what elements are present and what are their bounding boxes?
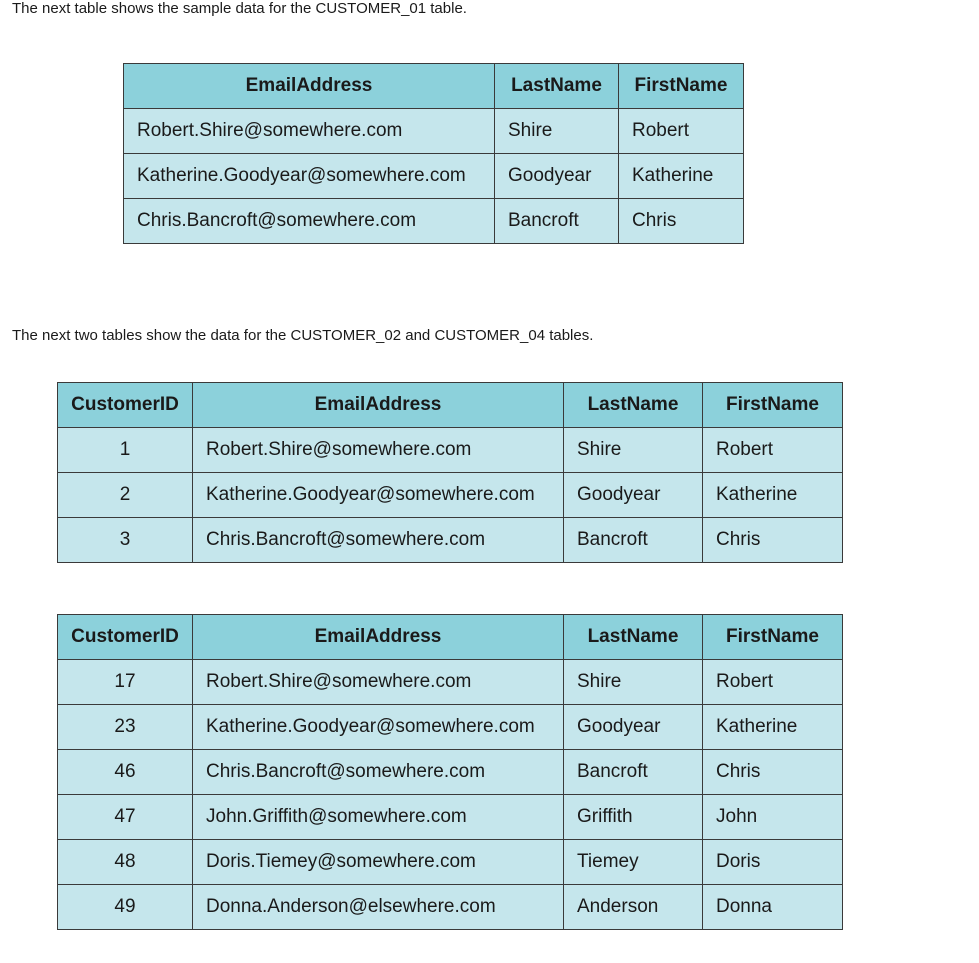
table-row	[58, 518, 843, 563]
column-header-email-address: EmailAddress	[193, 383, 564, 428]
column-header-last-name: LastName	[495, 64, 619, 109]
table-row	[58, 885, 843, 930]
cell-customer-id: 23	[58, 705, 193, 750]
column-header-customer-id: CustomerID	[58, 383, 193, 428]
cell-email-address: Robert.Shire@somewhere.com	[193, 428, 564, 473]
column-header-last-name: LastName	[564, 615, 703, 660]
cell-last-name: Bancroft	[495, 199, 619, 244]
table-header-row	[58, 615, 843, 660]
cell-last-name: Anderson	[564, 885, 703, 930]
column-header-first-name: FirstName	[703, 615, 843, 660]
table-row	[58, 428, 843, 473]
customer-02-table	[57, 382, 843, 563]
cell-email-address: Doris.Tiemey@somewhere.com	[193, 840, 564, 885]
cell-email-address: Chris.Bancroft@somewhere.com	[193, 518, 564, 563]
cell-first-name: Doris	[703, 840, 843, 885]
table-row	[58, 473, 843, 518]
cell-last-name: Goodyear	[564, 473, 703, 518]
cell-email-address: Chris.Bancroft@somewhere.com	[124, 199, 495, 244]
cell-email-address: Robert.Shire@somewhere.com	[193, 660, 564, 705]
column-header-customer-id: CustomerID	[58, 615, 193, 660]
cell-customer-id: 48	[58, 840, 193, 885]
cell-customer-id: 3	[58, 518, 193, 563]
cell-last-name: Griffith	[564, 795, 703, 840]
cell-last-name: Shire	[564, 660, 703, 705]
cell-customer-id: 17	[58, 660, 193, 705]
table-row	[58, 840, 843, 885]
table-row	[58, 750, 843, 795]
cell-first-name: Robert	[703, 428, 843, 473]
cell-email-address: Donna.Anderson@elsewhere.com	[193, 885, 564, 930]
table-row	[58, 660, 843, 705]
cell-last-name: Tiemey	[564, 840, 703, 885]
cell-customer-id: 1	[58, 428, 193, 473]
column-header-first-name: FirstName	[703, 383, 843, 428]
cell-email-address: John.Griffith@somewhere.com	[193, 795, 564, 840]
cell-first-name: Chris	[619, 199, 744, 244]
cell-email-address: Katherine.Goodyear@somewhere.com	[193, 473, 564, 518]
cell-first-name: John	[703, 795, 843, 840]
cell-email-address: Robert.Shire@somewhere.com	[124, 109, 495, 154]
cell-first-name: Donna	[703, 885, 843, 930]
column-header-first-name: FirstName	[619, 64, 744, 109]
cell-email-address: Katherine.Goodyear@somewhere.com	[193, 705, 564, 750]
column-header-last-name: LastName	[564, 383, 703, 428]
table-row	[58, 705, 843, 750]
table-row	[58, 795, 843, 840]
cell-last-name: Bancroft	[564, 518, 703, 563]
cell-first-name: Chris	[703, 518, 843, 563]
table-header-row	[58, 383, 843, 428]
customer-04-table	[57, 614, 843, 930]
cell-last-name: Shire	[495, 109, 619, 154]
table-row	[124, 154, 744, 199]
cell-first-name: Chris	[703, 750, 843, 795]
table-row	[124, 199, 744, 244]
intro-paragraph-customer-01: The next table shows the sample data for the CUSTOMER_01 table.	[12, 0, 467, 17]
customer-01-table	[123, 63, 744, 244]
cell-customer-id: 49	[58, 885, 193, 930]
cell-last-name: Shire	[564, 428, 703, 473]
cell-last-name: Bancroft	[564, 750, 703, 795]
cell-first-name: Katherine	[703, 705, 843, 750]
cell-customer-id: 46	[58, 750, 193, 795]
cell-email-address: Chris.Bancroft@somewhere.com	[193, 750, 564, 795]
column-header-email-address: EmailAddress	[124, 64, 495, 109]
cell-last-name: Goodyear	[495, 154, 619, 199]
cell-customer-id: 2	[58, 473, 193, 518]
cell-first-name: Robert	[619, 109, 744, 154]
cell-last-name: Goodyear	[564, 705, 703, 750]
table-header-row	[124, 64, 744, 109]
cell-first-name: Robert	[703, 660, 843, 705]
intro-paragraph-customer-02-04: The next two tables show the data for the CUSTOMER_02 and CUSTOMER_04 tables.	[12, 327, 594, 344]
column-header-email-address: EmailAddress	[193, 615, 564, 660]
cell-email-address: Katherine.Goodyear@somewhere.com	[124, 154, 495, 199]
cell-customer-id: 47	[58, 795, 193, 840]
cell-first-name: Katherine	[619, 154, 744, 199]
table-row	[124, 109, 744, 154]
cell-first-name: Katherine	[703, 473, 843, 518]
